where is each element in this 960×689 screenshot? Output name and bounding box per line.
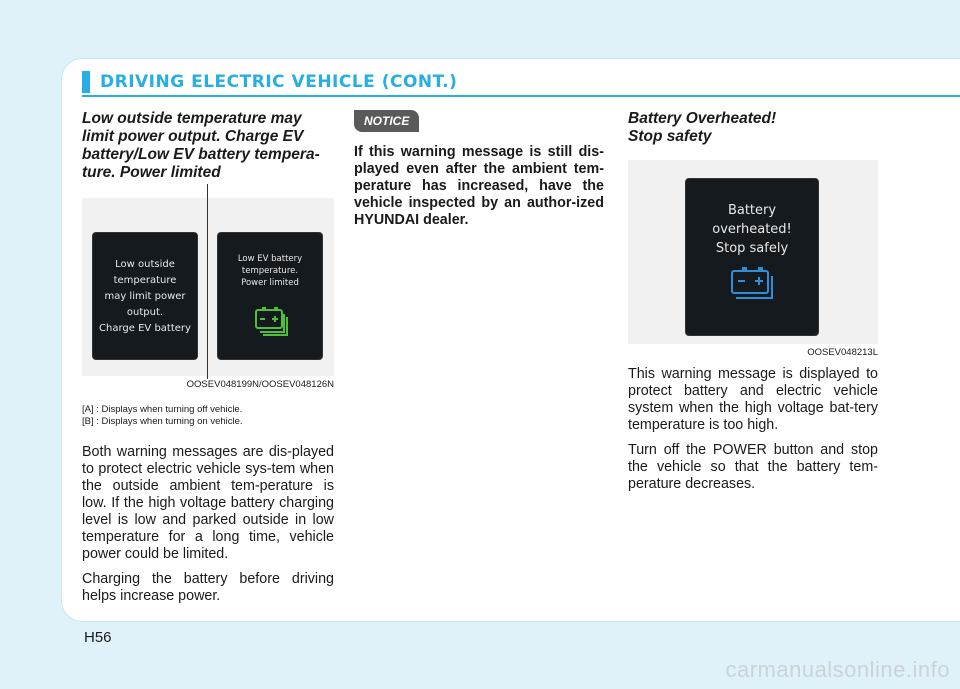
screen-a-text: Low outside temperature may limit power output. Charge EV battery <box>99 259 191 334</box>
paragraph-low-temperature-2: Charging the battery before driving helps increase power. <box>82 571 334 604</box>
body-text-overheat <box>628 366 878 493</box>
column-notice <box>354 110 604 237</box>
paragraph-low-temperature-1: Both warning messages are dis-played to protect electric vehicle sys-tem when the outside ambient tem-perature is low. If the high voltage battery charging level is low and parked outside in low temperature for a long time, vehicle power could be limited. <box>82 444 334 562</box>
paragraph-overheat-2: Turn off the POWER button and stop the vehicle so that the battery tem-perature decreases. <box>628 442 878 492</box>
watermark: carmanualsonline.info <box>725 657 950 682</box>
body-text-low-temperature <box>82 444 334 605</box>
caption-list <box>82 404 334 428</box>
figure-low-temperature <box>82 198 334 376</box>
overheat-screen <box>685 178 819 336</box>
page-number: H56 <box>84 629 112 646</box>
section-header <box>82 70 457 94</box>
paragraph-overheat-1: This warning message is displayed to protect battery and electric vehicle system when the high voltage bat-tery temperature is too high. <box>628 366 878 433</box>
figure-overheat <box>628 160 878 344</box>
screen-b <box>217 232 323 360</box>
screen-b-text: Low EV battery temperature. Power limited <box>237 254 303 288</box>
figure-code-low-temperature: OOSEV048199N/OOSEV048126N <box>186 379 334 390</box>
section-title: DRIVING ELECTRIC VEHICLE (CONT.) <box>100 72 458 92</box>
figure-divider <box>207 184 208 379</box>
battery-overheat-icon <box>728 265 776 305</box>
notice-badge: NOTICE <box>354 110 419 132</box>
caption-a: [A] : Displays when turning off vehicle. <box>82 404 243 415</box>
subheading-low-temperature: Low outside temperature may limit power output. Charge EV battery/Low EV battery tempera-ture. Power limited <box>82 110 320 181</box>
column-low-temperature <box>82 110 334 613</box>
battery-warning-icon <box>252 305 288 337</box>
caption-b: [B] : Displays when turning on vehicle. <box>82 416 243 427</box>
header-rule <box>82 95 960 97</box>
figure-code-overheat: OOSEV048213L <box>807 347 878 358</box>
overheat-screen-text: Battery overheated! Stop safely <box>712 203 792 256</box>
column-overheat <box>628 110 878 501</box>
subheading-overheat: Battery Overheated! Stop safety <box>628 110 777 145</box>
screen-a <box>92 232 198 360</box>
section-accent-bar <box>82 71 90 93</box>
notice-paragraph: If this warning message is still dis-played even after the ambient tem-perature has increased, have the vehicle inspected by an author-ized HYUNDAI dealer. <box>354 144 604 228</box>
